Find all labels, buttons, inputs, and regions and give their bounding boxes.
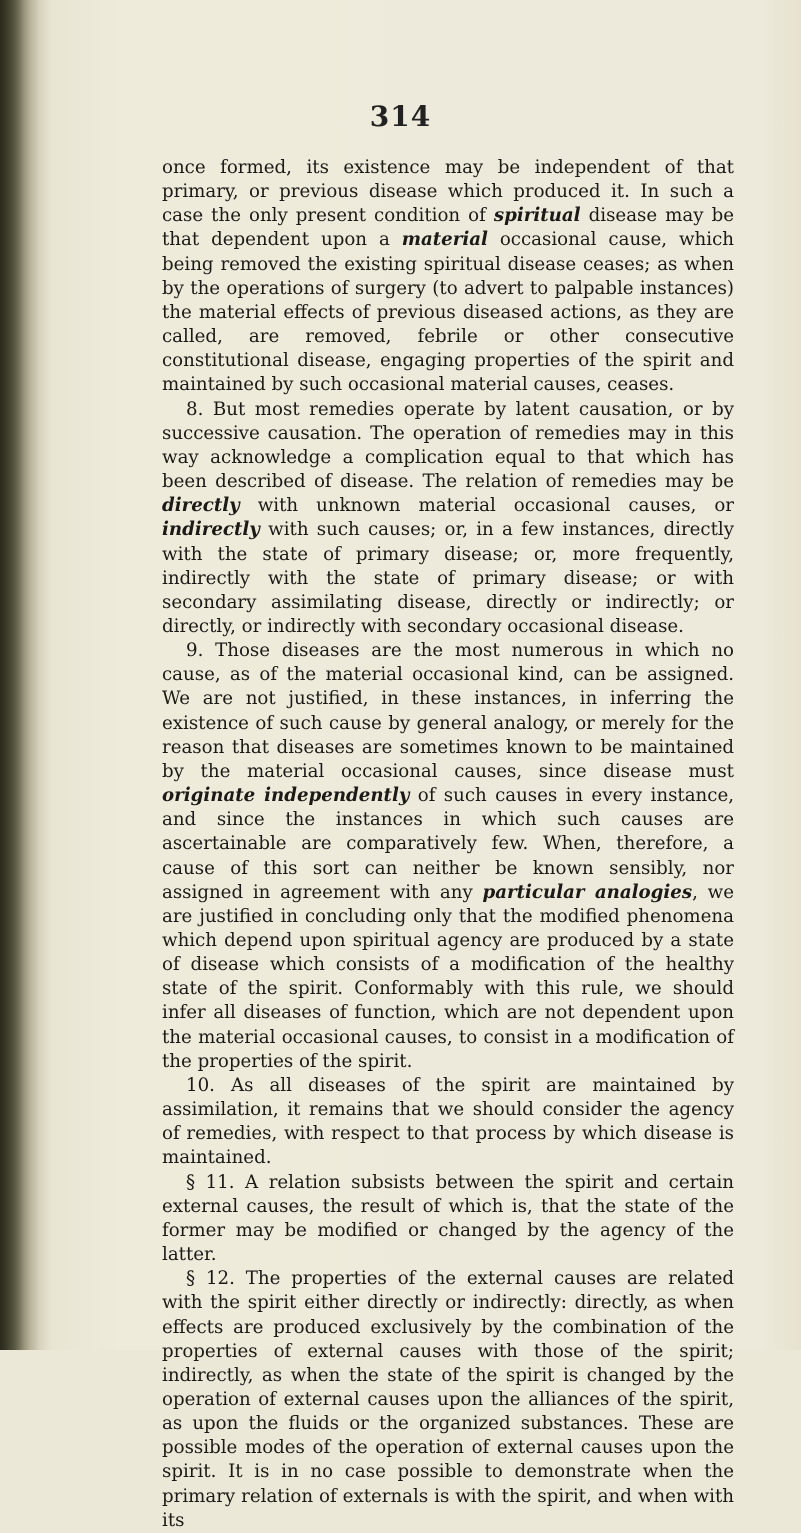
paragraph-p-9 — [162, 639, 734, 1074]
text-run: once formed, its existence may be independent of that primary, or previous disease which produced it. In such a case the only present condition of — [162, 157, 734, 227]
italic-phrase: indirectly — [162, 519, 260, 541]
text-run: with such causes; or, in a few instances, directly with the state of primary disease; or, more frequently, indirectly with the state of primary disease; or with secondary assimilating disease, directly or indirectly; or directly, or indirectly with secondary occasional disease. — [162, 519, 734, 637]
italic-phrase: material — [401, 229, 488, 251]
text-run: § 11. A relation subsists between the spirit and certain external causes, the result of which is, that the state of the former may be modified or changed by the agency of the latter. — [162, 1171, 734, 1266]
text-run: of such causes in every instance, and since the instances in which such causes are ascertainable are comparatively few. When, therefore, a cause of this sort can neither be known sensibly, nor assigned in agreement with any — [162, 785, 734, 903]
italic-phrase: directly — [162, 495, 240, 517]
text-run: disease may be that dependent upon a — [162, 205, 734, 251]
text-run: occasional cause, which being removed the existing spiritual disease ceases; as when by the operations of surgery (to advert to palpable instances) the material effects of previous diseased actions, as they are called, are removed, febrile or other consecutive constitutional disease, engaging properties of the spirit and maintained by such occasional material causes, ceases. — [162, 229, 734, 396]
italic-phrase: spiritual — [493, 205, 581, 227]
text-run: § 12. The properties of the external causes are related with the spirit either directly or indirectly: directly, as when effects are produced exclusively by the combination of the properties of external causes with those of the spirit; indirectly, as when the state of the spirit is changed by the operation of external causes upon the alliances of the spirit, as upon the fluids or the organized substances. These are possible modes of the operation of external causes upon the spirit. It is in no case possible to demonstrate when the primary relation of externals is with the spirit, and when with its — [162, 1268, 734, 1531]
text-run: with unknown material occasional causes, or — [239, 495, 734, 517]
text-run: 10. As all diseases of the spirit are maintained by assimilation, it remains that we should consider the agency of remedies, with respect to that process by which disease is maintained. — [162, 1074, 734, 1169]
binding-shadow — [0, 0, 40, 1350]
page-number: 314 — [369, 100, 432, 133]
body-text — [162, 156, 734, 1533]
text-run: , we are justified in concluding only that the modified phenomena which depend upon spiritual agency are produced by a state of disease which consists of a modification of the healthy state of the spirit. Conformably with this rule, we should infer all diseases of function, which are not dependent upon the material occasional causes, to consist in a modification of the properties of the spirit. — [162, 881, 734, 1072]
paragraph-p-11 — [162, 1171, 734, 1268]
italic-phrase: particular analogies — [482, 881, 693, 903]
text-run: 8. But most remedies operate by latent causation, or by successive causation. The operation of remedies may in this way acknowledge a complication equal to that which has been described of disease. The relation of remedies may be — [162, 398, 734, 493]
paragraph-p-continued — [162, 156, 734, 398]
paragraph-p-8 — [162, 398, 734, 640]
italic-phrase: originate independently — [162, 785, 410, 807]
text-run: 9. Those diseases are the most numerous in which no cause, as of the material occasional kind, can be assigned. We are not justified, in these instances, in inferring the existence of such cause by general analogy, or merely for the reason that diseases are sometimes known to be maintained by the material occasional causes, since disease must — [162, 640, 734, 782]
paragraph-p-12 — [162, 1267, 734, 1533]
paragraph-p-10 — [162, 1074, 734, 1171]
